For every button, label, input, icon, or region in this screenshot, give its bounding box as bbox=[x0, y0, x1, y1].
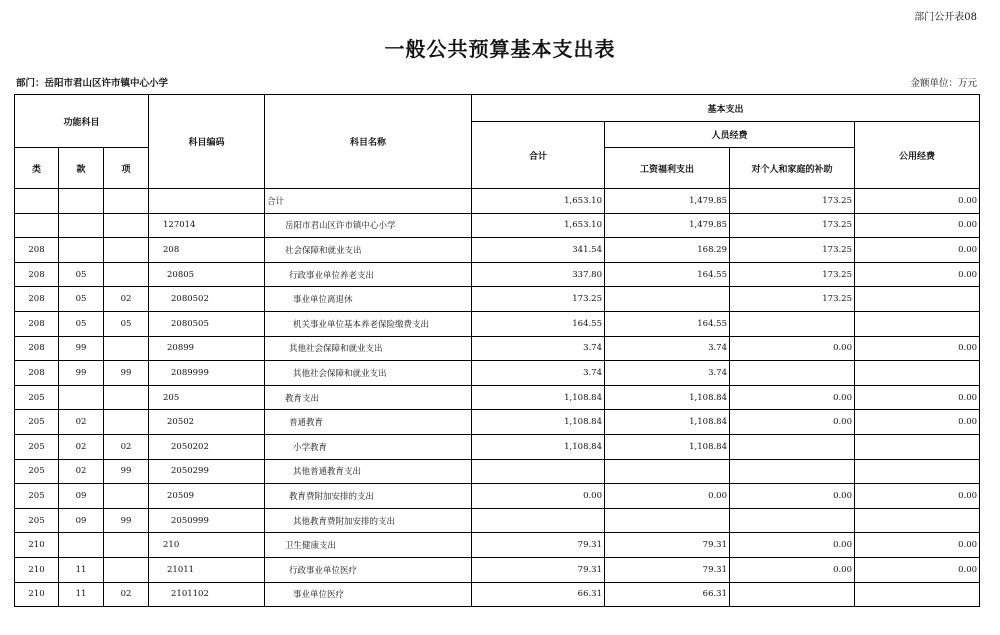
cell-salary-welfare: 79.31 bbox=[605, 557, 730, 582]
cell-public-funds bbox=[855, 311, 980, 336]
table-row bbox=[15, 238, 980, 263]
cell-subject-name: 行政事业单位养老支出 bbox=[265, 262, 472, 287]
cell-total: 79.31 bbox=[472, 557, 605, 582]
cell-total: 1,653.10 bbox=[472, 189, 605, 214]
cell-public-funds bbox=[855, 508, 980, 533]
cell-household-subsidy: 173.25 bbox=[730, 262, 855, 287]
cell-subject-code: 208 bbox=[149, 238, 265, 263]
cell-household-subsidy: 0.00 bbox=[730, 557, 855, 582]
page-title: 一般公共预算基本支出表 bbox=[384, 37, 616, 61]
cell-kuan: 02 bbox=[59, 434, 104, 459]
cell-total: 3.74 bbox=[472, 361, 605, 386]
cell-public-funds: 0.00 bbox=[855, 533, 980, 558]
cell-subject-name: 普通教育 bbox=[265, 410, 472, 435]
cell-xiang: 02 bbox=[104, 434, 149, 459]
cell-subject-code: 205 bbox=[149, 385, 265, 410]
cell-salary-welfare: 3.74 bbox=[605, 336, 730, 361]
cell-lei: 205 bbox=[15, 508, 59, 533]
cell-lei: 205 bbox=[15, 410, 59, 435]
cell-household-subsidy: 0.00 bbox=[730, 533, 855, 558]
cell-public-funds: 0.00 bbox=[855, 557, 980, 582]
cell-subject-name: 教育费附加安排的支出 bbox=[265, 484, 472, 509]
cell-kuan: 11 bbox=[59, 582, 104, 607]
cell-lei: 208 bbox=[15, 262, 59, 287]
cell-subject-name: 小学教育 bbox=[265, 434, 472, 459]
cell-household-subsidy bbox=[730, 459, 855, 484]
cell-lei bbox=[15, 189, 59, 214]
cell-lei: 210 bbox=[15, 582, 59, 607]
cell-lei: 210 bbox=[15, 533, 59, 558]
header-total: 合计 bbox=[472, 122, 605, 189]
cell-kuan: 05 bbox=[59, 311, 104, 336]
cell-salary-welfare: 3.74 bbox=[605, 361, 730, 386]
cell-subject-name: 事业单位医疗 bbox=[265, 582, 472, 607]
cell-lei bbox=[15, 213, 59, 238]
table-row bbox=[15, 213, 980, 238]
cell-salary-welfare: 1,108.84 bbox=[605, 434, 730, 459]
cell-subject-name: 教育支出 bbox=[265, 385, 472, 410]
cell-public-funds bbox=[855, 582, 980, 607]
cell-salary-welfare bbox=[605, 287, 730, 312]
table-row bbox=[15, 189, 980, 214]
cell-subject-code: 20899 bbox=[149, 336, 265, 361]
cell-kuan bbox=[59, 533, 104, 558]
header-household-subsidy: 对个人和家庭的补助 bbox=[730, 148, 855, 189]
cell-subject-name: 其他普通教育支出 bbox=[265, 459, 472, 484]
cell-kuan: 02 bbox=[59, 410, 104, 435]
header-xiang: 项 bbox=[104, 148, 149, 189]
cell-subject-name: 行政事业单位医疗 bbox=[265, 557, 472, 582]
cell-xiang: 02 bbox=[104, 582, 149, 607]
cell-household-subsidy: 173.25 bbox=[730, 238, 855, 263]
cell-xiang bbox=[104, 262, 149, 287]
cell-household-subsidy: 173.25 bbox=[730, 213, 855, 238]
cell-kuan: 09 bbox=[59, 484, 104, 509]
cell-kuan bbox=[59, 213, 104, 238]
cell-lei: 208 bbox=[15, 361, 59, 386]
cell-xiang bbox=[104, 410, 149, 435]
cell-xiang bbox=[104, 484, 149, 509]
table-row bbox=[15, 557, 980, 582]
cell-subject-name: 合计 bbox=[265, 189, 472, 214]
cell-household-subsidy: 0.00 bbox=[730, 484, 855, 509]
cell-public-funds bbox=[855, 459, 980, 484]
cell-xiang: 02 bbox=[104, 287, 149, 312]
table-row bbox=[15, 287, 980, 312]
cell-total: 173.25 bbox=[472, 287, 605, 312]
cell-household-subsidy bbox=[730, 508, 855, 533]
header-func-subject: 功能科目 bbox=[15, 95, 149, 148]
cell-kuan: 05 bbox=[59, 262, 104, 287]
cell-lei: 205 bbox=[15, 459, 59, 484]
cell-subject-name: 岳阳市君山区许市镇中心小学 bbox=[265, 213, 472, 238]
cell-subject-code: 210 bbox=[149, 533, 265, 558]
cell-lei: 205 bbox=[15, 484, 59, 509]
cell-xiang bbox=[104, 557, 149, 582]
cell-subject-name: 其他社会保障和就业支出 bbox=[265, 361, 472, 386]
cell-household-subsidy bbox=[730, 361, 855, 386]
table-number-label: 部门公开表08 bbox=[914, 12, 977, 23]
cell-lei: 205 bbox=[15, 385, 59, 410]
cell-household-subsidy bbox=[730, 311, 855, 336]
cell-salary-welfare: 164.55 bbox=[605, 262, 730, 287]
cell-public-funds: 0.00 bbox=[855, 336, 980, 361]
cell-public-funds bbox=[855, 287, 980, 312]
table-row bbox=[15, 533, 980, 558]
cell-kuan bbox=[59, 189, 104, 214]
cell-total bbox=[472, 459, 605, 484]
cell-total: 66.31 bbox=[472, 582, 605, 607]
cell-kuan bbox=[59, 238, 104, 263]
cell-salary-welfare: 1,108.84 bbox=[605, 385, 730, 410]
cell-household-subsidy: 0.00 bbox=[730, 336, 855, 361]
cell-xiang bbox=[104, 189, 149, 214]
cell-total bbox=[472, 508, 605, 533]
cell-subject-code: 2080505 bbox=[149, 311, 265, 336]
cell-kuan bbox=[59, 385, 104, 410]
cell-total: 341.54 bbox=[472, 238, 605, 263]
cell-kuan: 05 bbox=[59, 287, 104, 312]
table-row bbox=[15, 459, 980, 484]
cell-total: 337.80 bbox=[472, 262, 605, 287]
cell-household-subsidy: 0.00 bbox=[730, 410, 855, 435]
basic-expenditure-table bbox=[14, 94, 980, 607]
cell-total: 1,653.10 bbox=[472, 213, 605, 238]
cell-public-funds: 0.00 bbox=[855, 189, 980, 214]
cell-kuan: 02 bbox=[59, 459, 104, 484]
cell-subject-code: 2101102 bbox=[149, 582, 265, 607]
cell-lei: 208 bbox=[15, 287, 59, 312]
cell-public-funds bbox=[855, 361, 980, 386]
header-subject-code: 科目编码 bbox=[149, 95, 265, 189]
cell-public-funds: 0.00 bbox=[855, 484, 980, 509]
cell-subject-code bbox=[149, 189, 265, 214]
cell-public-funds: 0.00 bbox=[855, 385, 980, 410]
cell-xiang: 05 bbox=[104, 311, 149, 336]
cell-public-funds: 0.00 bbox=[855, 238, 980, 263]
cell-salary-welfare bbox=[605, 508, 730, 533]
cell-total: 1,108.84 bbox=[472, 410, 605, 435]
header-public-funds: 公用经费 bbox=[855, 122, 980, 189]
cell-subject-code: 2050299 bbox=[149, 459, 265, 484]
cell-lei: 208 bbox=[15, 311, 59, 336]
cell-xiang bbox=[104, 336, 149, 361]
cell-total: 79.31 bbox=[472, 533, 605, 558]
table-row bbox=[15, 311, 980, 336]
cell-subject-code: 21011 bbox=[149, 557, 265, 582]
table-row bbox=[15, 410, 980, 435]
cell-salary-welfare: 168.29 bbox=[605, 238, 730, 263]
cell-kuan: 99 bbox=[59, 361, 104, 386]
header-lei: 类 bbox=[15, 148, 59, 189]
cell-subject-name: 社会保障和就业支出 bbox=[265, 238, 472, 263]
cell-subject-name: 事业单位离退休 bbox=[265, 287, 472, 312]
cell-xiang bbox=[104, 385, 149, 410]
header-subject-name: 科目名称 bbox=[265, 95, 472, 189]
cell-lei: 208 bbox=[15, 336, 59, 361]
cell-subject-name: 其他教育费附加安排的支出 bbox=[265, 508, 472, 533]
table-row bbox=[15, 336, 980, 361]
table-row bbox=[15, 434, 980, 459]
cell-household-subsidy: 173.25 bbox=[730, 287, 855, 312]
department-label: 部门：岳阳市君山区许市镇中心小学 bbox=[16, 78, 169, 89]
unit-label: 金额单位：万元 bbox=[910, 78, 977, 89]
cell-subject-code: 20509 bbox=[149, 484, 265, 509]
cell-household-subsidy: 0.00 bbox=[730, 385, 855, 410]
cell-kuan: 99 bbox=[59, 336, 104, 361]
cell-salary-welfare bbox=[605, 459, 730, 484]
header-kuan: 款 bbox=[59, 148, 104, 189]
cell-subject-code: 2080502 bbox=[149, 287, 265, 312]
cell-total: 1,108.84 bbox=[472, 434, 605, 459]
header-basic-expense: 基本支出 bbox=[472, 95, 980, 122]
cell-subject-code: 20805 bbox=[149, 262, 265, 287]
cell-subject-name: 卫生健康支出 bbox=[265, 533, 472, 558]
cell-total: 164.55 bbox=[472, 311, 605, 336]
cell-xiang: 99 bbox=[104, 508, 149, 533]
cell-total: 1,108.84 bbox=[472, 385, 605, 410]
cell-salary-welfare: 164.55 bbox=[605, 311, 730, 336]
table-body bbox=[15, 189, 980, 607]
header-salary-welfare: 工资福利支出 bbox=[605, 148, 730, 189]
table-row bbox=[15, 262, 980, 287]
cell-lei: 210 bbox=[15, 557, 59, 582]
cell-xiang: 99 bbox=[104, 459, 149, 484]
cell-total: 3.74 bbox=[472, 336, 605, 361]
cell-public-funds: 0.00 bbox=[855, 213, 980, 238]
cell-salary-welfare: 1,479.85 bbox=[605, 213, 730, 238]
cell-xiang: 99 bbox=[104, 361, 149, 386]
cell-subject-name: 其他社会保障和就业支出 bbox=[265, 336, 472, 361]
table-row bbox=[15, 361, 980, 386]
table-row bbox=[15, 508, 980, 533]
cell-total: 0.00 bbox=[472, 484, 605, 509]
cell-salary-welfare: 79.31 bbox=[605, 533, 730, 558]
cell-kuan: 11 bbox=[59, 557, 104, 582]
cell-xiang bbox=[104, 533, 149, 558]
cell-subject-code: 2050999 bbox=[149, 508, 265, 533]
cell-public-funds: 0.00 bbox=[855, 410, 980, 435]
cell-xiang bbox=[104, 213, 149, 238]
table-row bbox=[15, 582, 980, 607]
cell-lei: 208 bbox=[15, 238, 59, 263]
cell-household-subsidy: 173.25 bbox=[730, 189, 855, 214]
table-row bbox=[15, 385, 980, 410]
cell-subject-code: 2050202 bbox=[149, 434, 265, 459]
cell-lei: 205 bbox=[15, 434, 59, 459]
cell-public-funds bbox=[855, 434, 980, 459]
cell-subject-name: 机关事业单位基本养老保险缴费支出 bbox=[265, 311, 472, 336]
cell-household-subsidy bbox=[730, 582, 855, 607]
header-personnel: 人员经费 bbox=[605, 122, 855, 148]
cell-salary-welfare: 0.00 bbox=[605, 484, 730, 509]
cell-xiang bbox=[104, 238, 149, 263]
cell-kuan: 09 bbox=[59, 508, 104, 533]
cell-salary-welfare: 1,108.84 bbox=[605, 410, 730, 435]
table-row bbox=[15, 484, 980, 509]
cell-public-funds: 0.00 bbox=[855, 262, 980, 287]
cell-subject-code: 127014 bbox=[149, 213, 265, 238]
cell-subject-code: 2089999 bbox=[149, 361, 265, 386]
cell-salary-welfare: 66.31 bbox=[605, 582, 730, 607]
cell-subject-code: 20502 bbox=[149, 410, 265, 435]
cell-household-subsidy bbox=[730, 434, 855, 459]
cell-salary-welfare: 1,479.85 bbox=[605, 189, 730, 214]
